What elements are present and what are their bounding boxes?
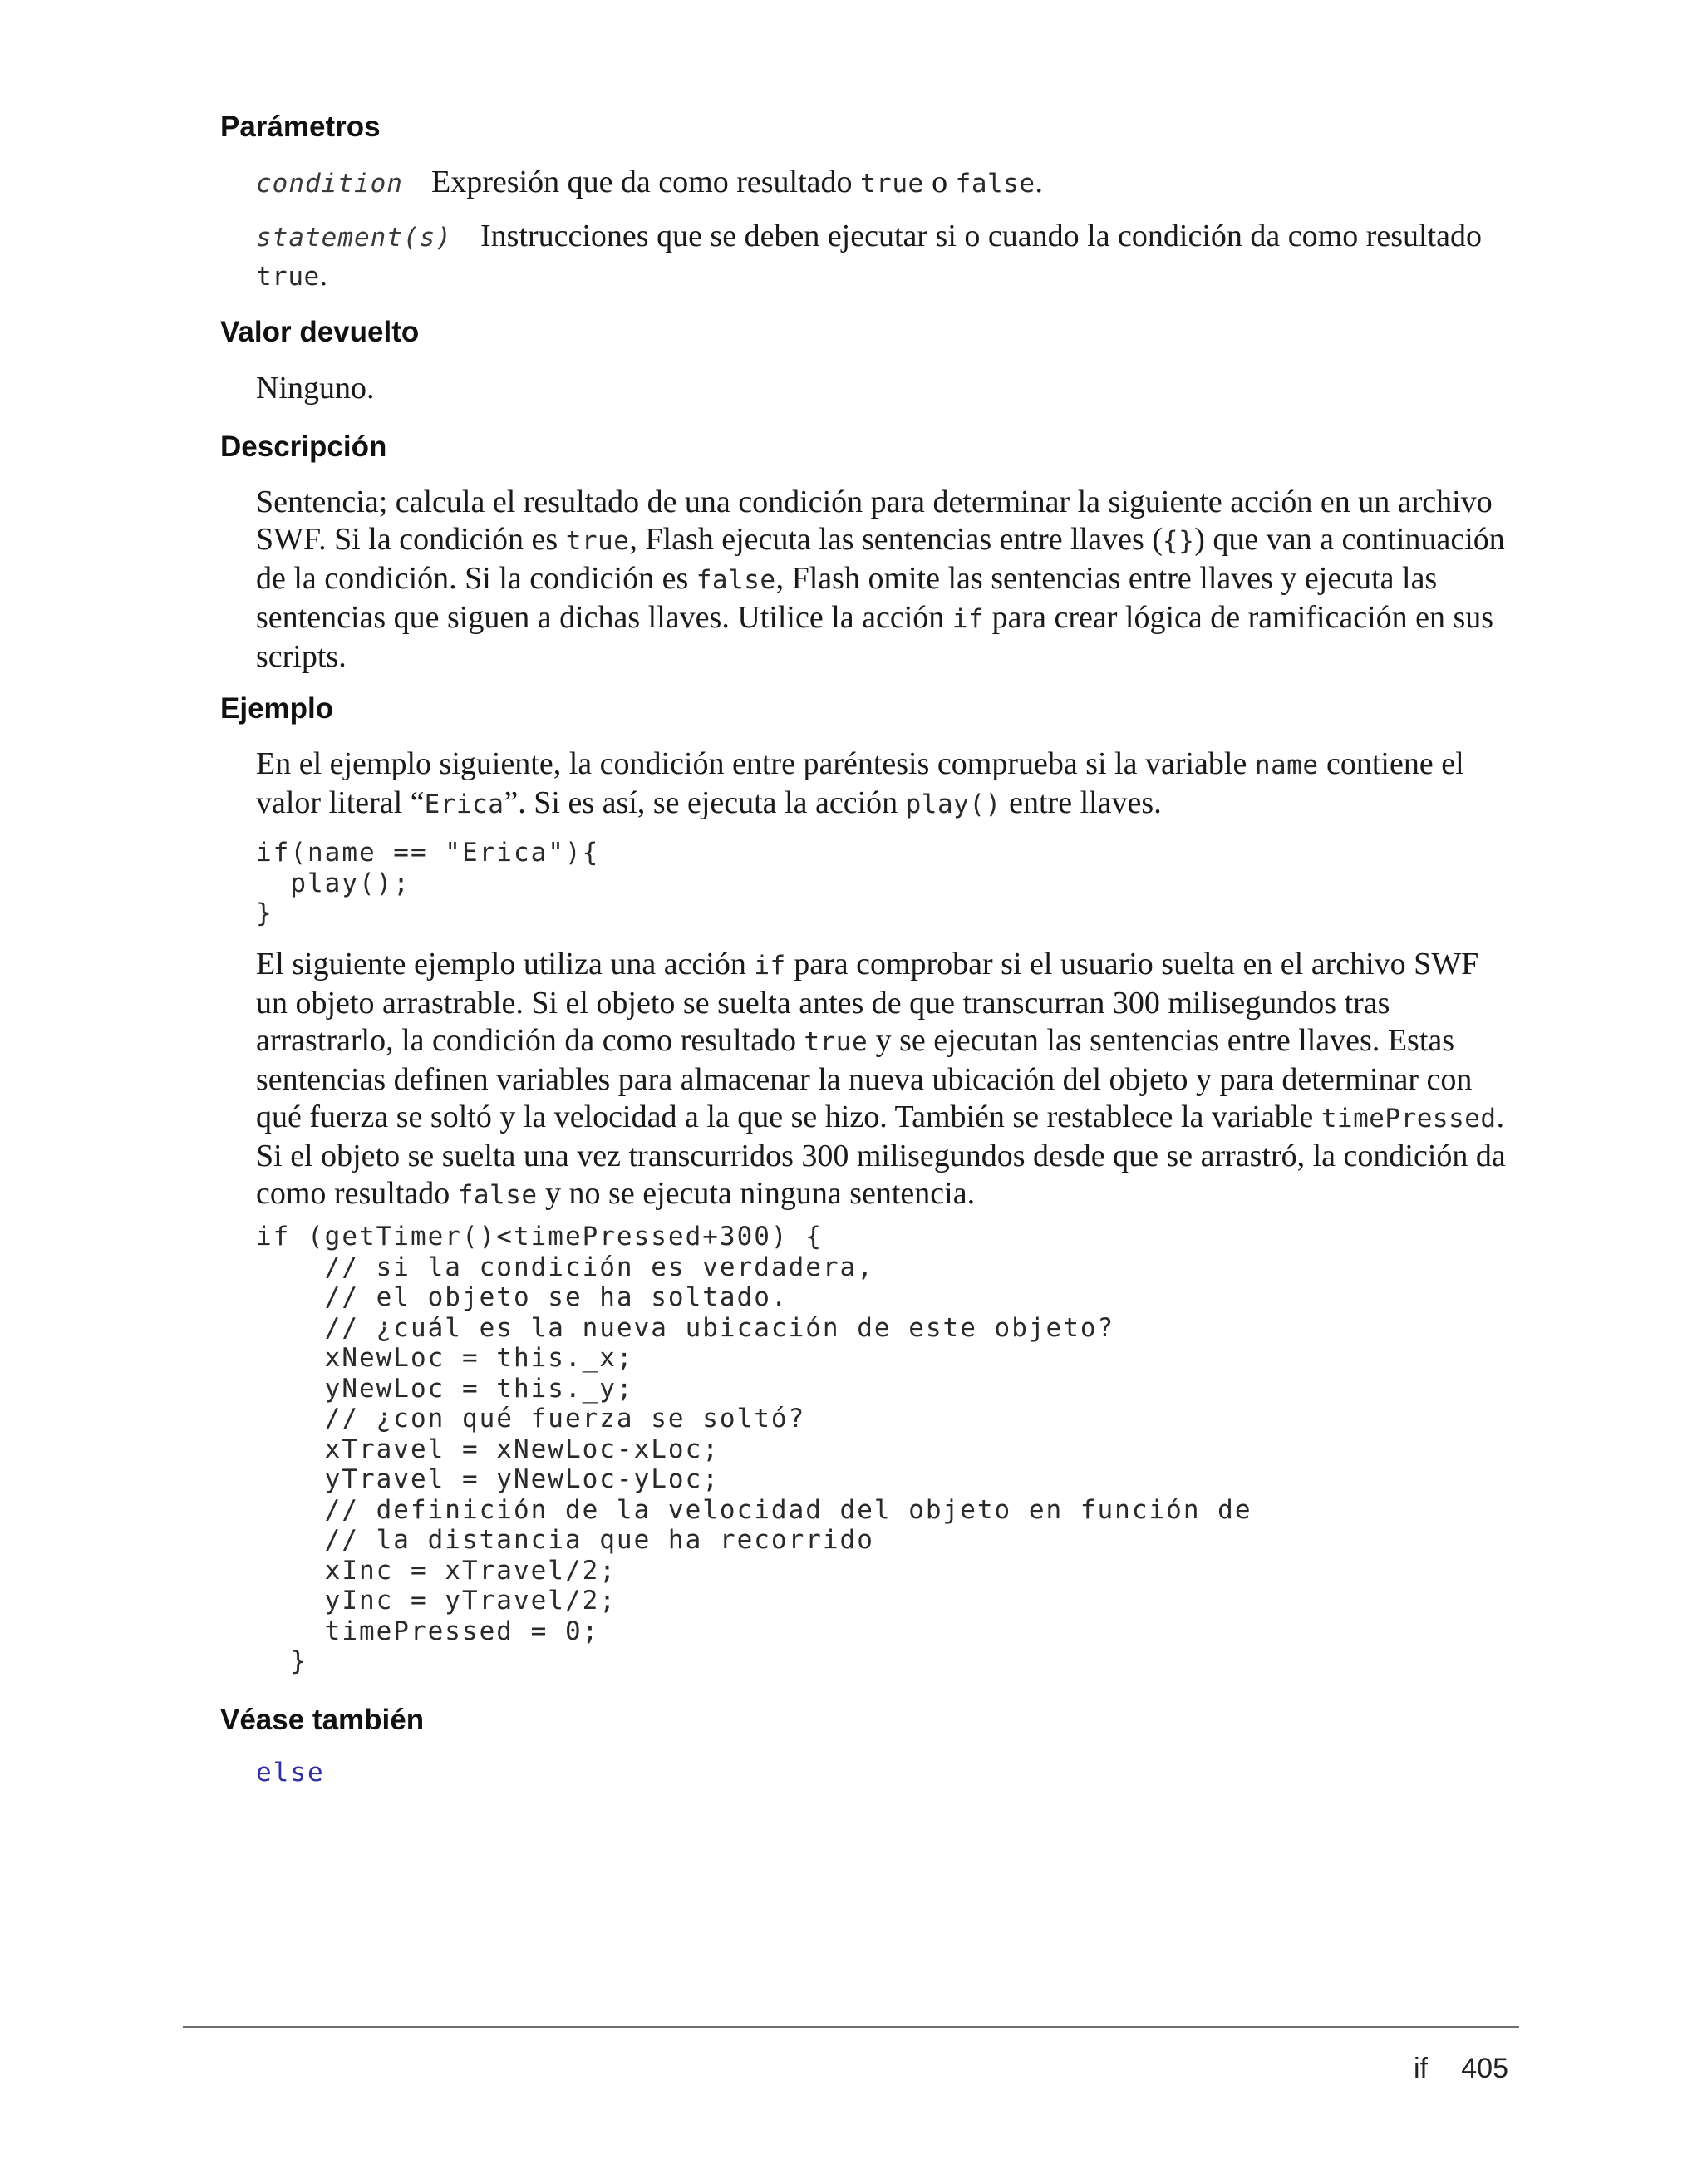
footer-section-title: if: [1414, 2053, 1428, 2084]
code-false: false: [696, 565, 776, 595]
param-statements-text: Instrucciones que se deben ejecutar si o cuando la condición da como resultado: [480, 219, 1482, 253]
descripcion-text: , Flash ejecuta las sentencias entre llaves (: [629, 522, 1163, 557]
descripcion-text: , Flash omite las sentencias entre llaves y ejecuta las sentencias que siguen a dichas llaves. Utilice la acción: [256, 561, 1438, 635]
code-false: false: [955, 169, 1035, 199]
code-true: true: [256, 262, 320, 292]
param-condition-period: .: [1035, 165, 1043, 199]
param-condition-text: Expresión que da como resultado: [430, 165, 861, 199]
param-condition: [256, 164, 1511, 203]
ejemplo-paragraph-2: [256, 946, 1511, 1214]
code-play: play(): [905, 789, 1001, 819]
descripcion-text: para crear lógica de ramificación en sus scripts.: [256, 600, 1494, 674]
ejemplo-text: y se ejecutan las sentencias entre llaves. Estas sentencias definen variables para almacenar la nueva ubicación del objeto y para determinar con qué fuerza se soltó y la velocidad a la que se hizo. También se restablece la variable: [256, 1023, 1473, 1134]
valor-text: Ninguno.: [256, 371, 375, 406]
code-name: name: [1254, 750, 1319, 780]
code-erica: Erica: [424, 789, 504, 819]
heading-valor-devuelto: Valor devuelto: [220, 316, 420, 348]
heading-parametros: Parámetros: [220, 111, 381, 143]
code-block-1: if(name == "Erica"){ play(); }: [256, 838, 600, 928]
heading-vease-tambien: Véase también: [220, 1704, 425, 1736]
ejemplo-text: ”. Si es así, se ejecuta la acción: [504, 785, 906, 820]
code-block-2: if (getTimer()<timePressed+300) { // si la condición es verdadera, // el objeto se ha soltado. // ¿cuál es la nueva ubicación de este objeto? xNewLoc = this._x; yNewLoc = this._y; // ¿con qué fuerza se soltó? xTravel = xNewLoc-xLoc; yTravel = yNewLoc-yLoc; // definición de la velocidad del objeto en función de // la distancia que ha recorrido xInc = xTravel/2; yInc = yTravel/2; timePressed = 0; }: [256, 1222, 1252, 1676]
footer-page-number: 405: [1461, 2053, 1508, 2084]
code-true: true: [565, 526, 630, 556]
code-braces: {}: [1162, 526, 1195, 556]
ejemplo-paragraph-1: [256, 745, 1511, 824]
descripcion-text: ) que van a continuación de la condición. Si la condición es: [256, 522, 1505, 596]
code-timepressed: timePressed: [1321, 1104, 1497, 1134]
param-term-condition: condition: [256, 169, 403, 199]
heading-ejemplo: Ejemplo: [220, 692, 334, 725]
code-if: if: [952, 604, 985, 634]
code-true: true: [860, 169, 924, 199]
heading-descripcion: Descripción: [220, 430, 387, 463]
param-term-statements: statement(s): [256, 223, 452, 253]
ejemplo-text: y no se ejecuta ninguna sentencia.: [537, 1176, 976, 1211]
descripcion-paragraph: [256, 484, 1511, 676]
ejemplo-text: El siguiente ejemplo utiliza una acción: [256, 947, 755, 981]
param-statements: [256, 218, 1511, 296]
ejemplo-text: para comprobar si el usuario suelta en el archivo SWF un objeto arrastrable. Si el objeto se suelta antes de que transcurran 300 milisegundos tras arrastrarlo, la condición da como resultado: [256, 947, 1479, 1058]
code-true: true: [804, 1027, 868, 1057]
ejemplo-text: . Si el objeto se suelta una vez transcurridos 300 milisegundos desde que se arrastró, la condición da como resultado: [256, 1099, 1506, 1211]
param-condition-text-2: o: [923, 165, 956, 199]
ejemplo-text: contiene el valor literal “: [256, 746, 1464, 820]
link-else[interactable]: else: [256, 1758, 325, 1788]
code-if: if: [754, 951, 786, 981]
code-false: false: [457, 1180, 538, 1210]
footer-divider: [183, 2026, 1519, 2028]
ejemplo-text: En el ejemplo siguiente, la condición entre paréntesis comprueba si la variable: [256, 746, 1255, 781]
descripcion-text: Sentencia; calcula el resultado de una condición para determinar la siguiente acción en un archivo SWF. Si la condición es: [256, 485, 1493, 557]
param-statements-period: .: [319, 258, 328, 293]
ejemplo-text: entre llaves.: [1001, 785, 1162, 820]
